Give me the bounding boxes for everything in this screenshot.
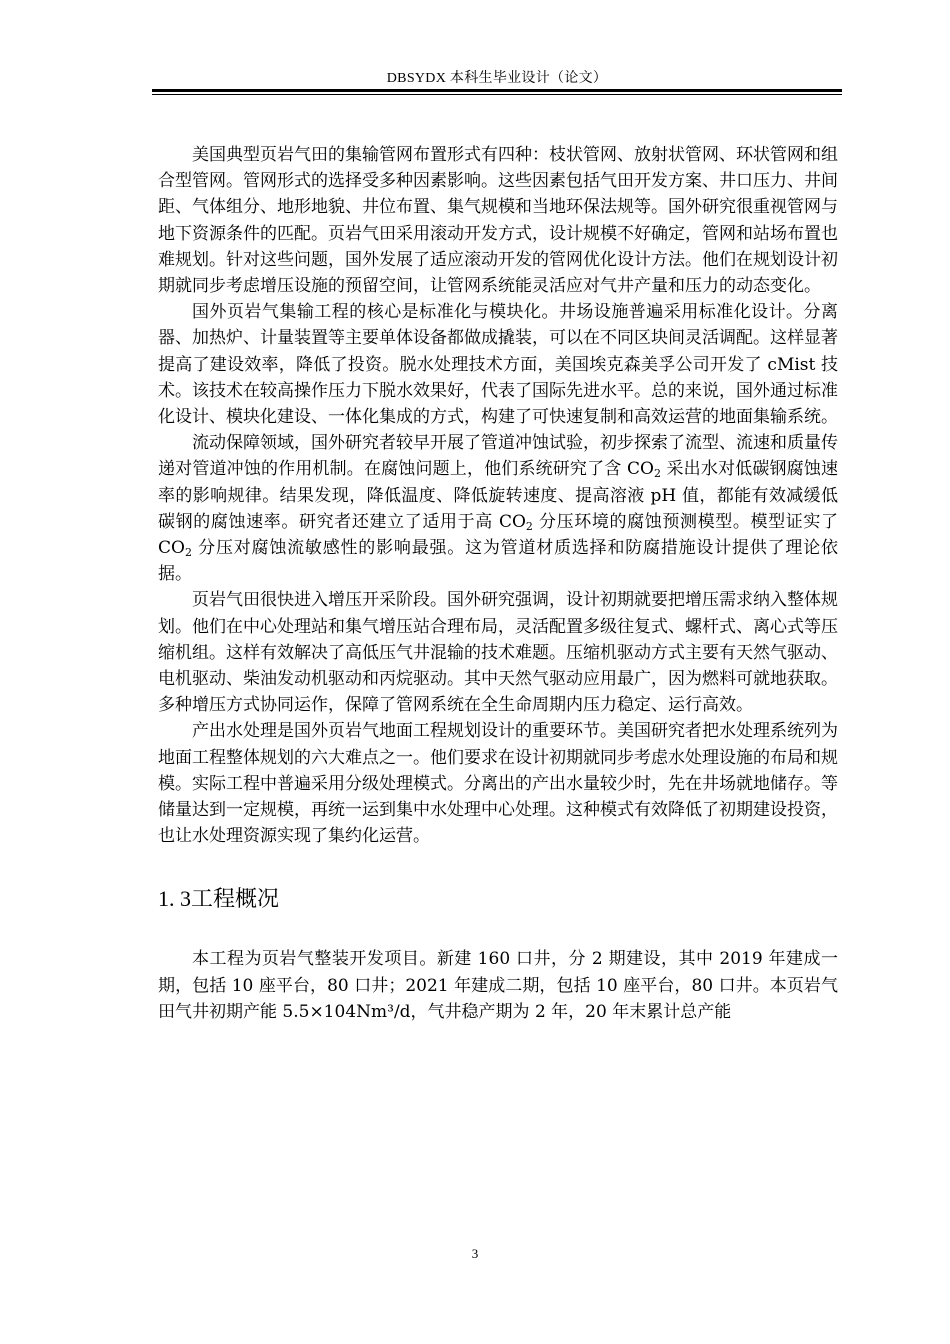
heading-spacer bbox=[158, 920, 838, 946]
subscript: 2 bbox=[525, 519, 533, 533]
paragraph: 国外页岩气集输工程的核心是标准化与模块化。井场设施普遍采用标准化设计。分离器、加热炉、计量装置等主要单体设备都做成撬装，可以在不同区块间灵活调配。这样显著提高了建设效率，降低了投资。脱水处理技术方面，美国埃克森美孚公司开发了 cMist 技术。该技术在较高操作压力下脱水效果好，代表了国际先进水平。总的来说，国外通过标准化设计、模块化建设、一体化集成的方式，构建了可快速复制和高效运营的地面集输系统。 bbox=[158, 302, 838, 428]
page-number: 3 bbox=[471, 1246, 479, 1261]
section-heading bbox=[158, 879, 838, 920]
section-number: 1. 3 bbox=[158, 886, 191, 912]
text-run: 流动保障领域，国外研究者较早开展了管道冲蚀试验，初步探索了流型、流速和质量传递对管道冲蚀的作用机制。在腐蚀问题上，他们系统研究了含 CO bbox=[158, 433, 838, 480]
subscript: 2 bbox=[184, 546, 192, 560]
paragraph: 美国典型页岩气田的集输管网布置形式有四种：枝状管网、放射状管网、环状管网和组合型管网。管网形式的选择受多种因素影响。这些因素包括气田开发方案、井口压力、井间距、气体组分、地形地貌、井位布置、集气规模和当地环保法规等。国外研究很重视管网与地下资源条件的匹配。页岩气田采用滚动开发方式，设计规模不好确定，管网和站场布置也难规划。针对这些问题，国外发展了适应滚动开发的管网优化设计方法。他们在规划设计初期就同步考虑增压设施的预留空间，让管网系统能灵活应对气井产量和压力的动态变化。 bbox=[158, 145, 838, 297]
body-text bbox=[158, 142, 838, 1025]
running-header: DBSYDX 本科生毕业设计（论文） bbox=[386, 71, 608, 86]
text-run: 分压对腐蚀流敏感性的影响最强。这为管道材质选择和防腐措施设计提供了理论依据。 bbox=[158, 538, 838, 585]
text-run: 采出水对低碳钢腐蚀速率的影响规律。结果发现，降低温度、降低旋转速度、提高溶液 pH 值，都能有效减缓低碳钢的腐蚀速率。研究者还建立了适用于高 CO bbox=[158, 459, 838, 532]
paragraph-co2 bbox=[158, 430, 838, 587]
paragraph: 产出水处理是国外页岩气地面工程规划设计的重要环节。美国研究者把水处理系统列为地面工程整体规划的六大难点之一。他们要求在设计初期就同步考虑水处理设施的布局和规模。实际工程中普遍采用分级处理模式。分离出的产出水量较少时，先在井场就地储存。等储量达到一定规模，再统一运到集中水处理中心处理。这种模式有效降低了初期建设投资，也让水处理资源实现了集约化运营。 bbox=[158, 721, 838, 847]
header-rule-thick bbox=[152, 89, 842, 92]
paragraph: 本工程为页岩气整装开发项目。新建 160 口井，分 2 期建设，其中 2019 年建成一期，包括 10 座平台，80 口井；2021 年建成二期，包括 10 座平台，80 口井。本页岩气田气井初期产能 5.5×104Nm³/d，气井稳产期为 2 年，20 年末累计总产能 bbox=[158, 949, 838, 1022]
text-run: 分压环境的腐蚀预测模型。模型证实了 CO bbox=[158, 511, 838, 559]
paragraph: 页岩气田很快进入增压开采阶段。国外研究强调，设计初期就要把增压需求纳入整体规划。他们在中心处理站和集气增压站合理布局，灵活配置多级往复式、螺杆式、离心式等压缩机组。这样有效解决了高低压气井混输的技术难题。压缩机驱动方式主要有天然气驱动、电机驱动、柴油发动机驱动和丙烷驱动。其中天然气驱动应用最广，因为燃料可就地获取。多种增压方式协同运作，保障了管网系统在全生命周期内压力稳定、运行高效。 bbox=[158, 590, 838, 716]
header-rule-thin bbox=[152, 94, 842, 95]
section-title: 工程概况 bbox=[191, 887, 280, 913]
subscript: 2 bbox=[653, 467, 661, 481]
